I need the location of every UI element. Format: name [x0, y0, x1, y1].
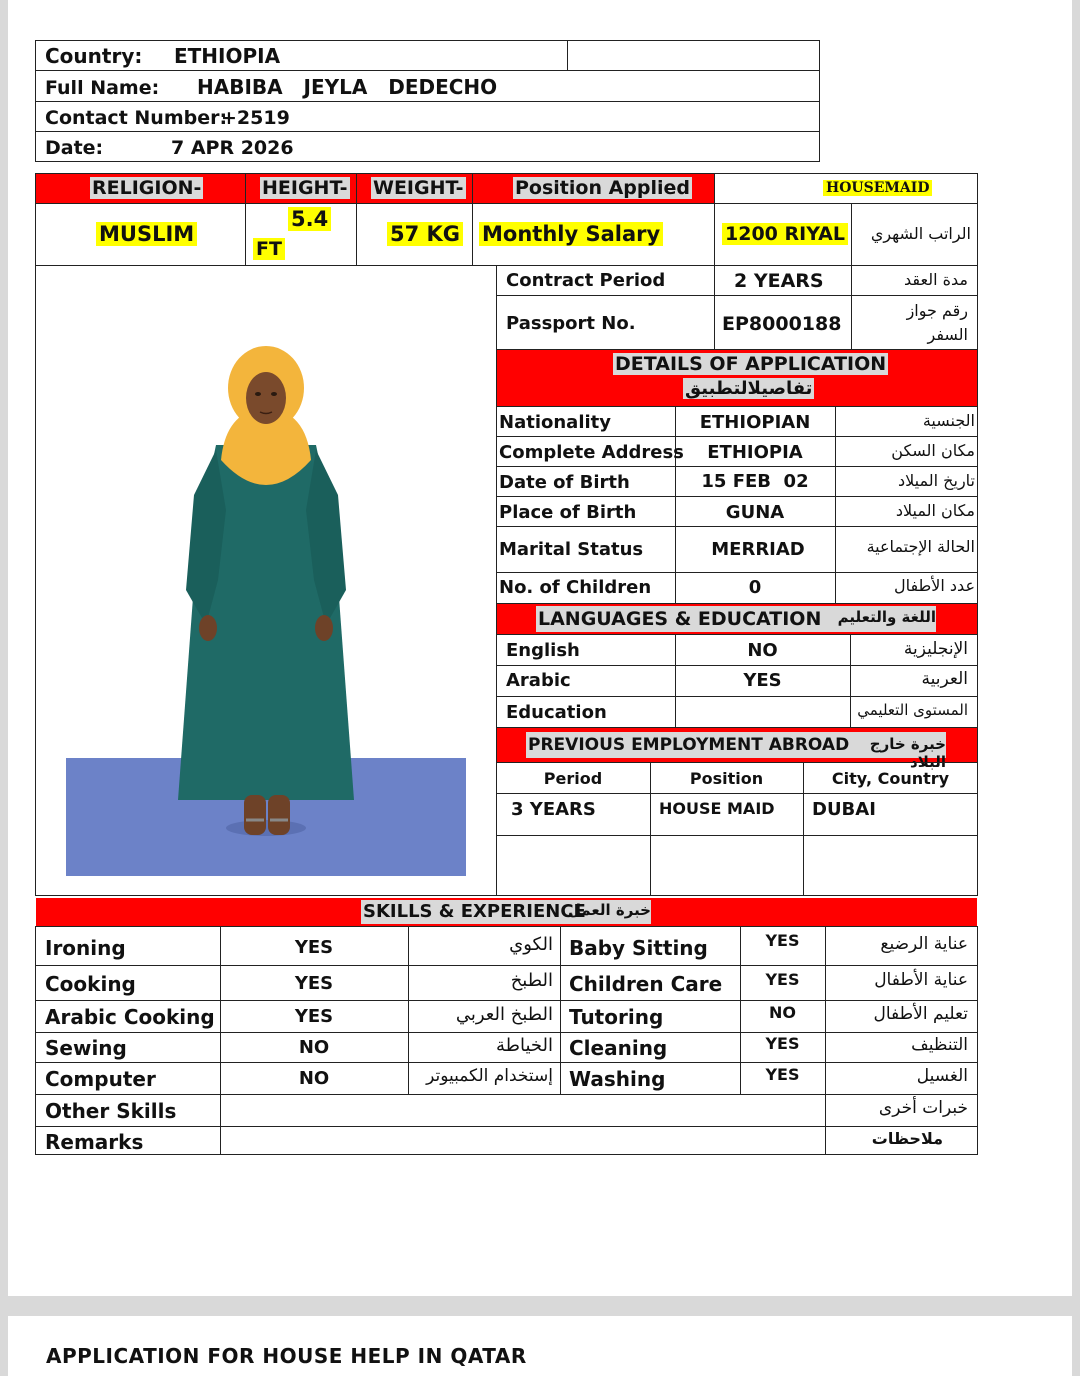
- detail-ar-nationality: الجنسية: [922, 411, 975, 430]
- detail-label-nationality: Nationality: [499, 412, 611, 433]
- application-page: [8, 0, 1072, 1296]
- languages-title: LANGUAGES & EDUCATION: [538, 608, 822, 630]
- details-title-ar: تفاصيلالتطبيق: [685, 378, 813, 399]
- contact-value: +2519: [221, 107, 290, 129]
- languages-title-ar: اللغة والتعليم: [837, 608, 936, 626]
- date-value: 7 APR 2026: [171, 137, 294, 159]
- skill-ar-washing: الغسيل: [916, 1066, 968, 1086]
- skill-label-ironing: Ironing: [45, 936, 126, 960]
- full-body-photo: [66, 280, 466, 876]
- skill-ar-childrencare: عناية الأطفال: [874, 970, 968, 990]
- detail-value-marital: MERRIAD: [711, 539, 805, 560]
- detail-label-marital: Marital Status: [499, 539, 644, 560]
- position-label: Position Applied: [515, 177, 691, 199]
- country-label: Country:: [45, 44, 143, 68]
- skill-value-computer: NO: [298, 1068, 330, 1089]
- skills-title-ar: خبرة العمل: [567, 901, 651, 919]
- employment-period: 3 YEARS: [511, 799, 596, 820]
- skill-label-tutoring: Tutoring: [569, 1005, 664, 1029]
- lang-ar-education: المستوى التعليمي: [857, 701, 968, 719]
- lang-value-arabic: YES: [743, 670, 782, 691]
- skill-value-washing: YES: [765, 1065, 800, 1084]
- contract-period-value: 2 YEARS: [734, 270, 824, 292]
- skill-value-cleaning: YES: [765, 1034, 800, 1053]
- name-label: Full Name:: [45, 77, 160, 99]
- skill-ar-cleaning: التنظيف: [911, 1035, 968, 1055]
- passport-value: EP8000188: [722, 313, 842, 335]
- height-value: 5.4: [288, 207, 331, 231]
- skill-ar-tutoring: تعليم الأطفال: [873, 1004, 968, 1024]
- next-page-title: APPLICATION FOR HOUSE HELP IN QATAR: [46, 1344, 527, 1368]
- detail-value-address: ETHIOPIA: [707, 442, 803, 463]
- skill-label-cooking: Cooking: [45, 972, 136, 996]
- details-title: DETAILS OF APPLICATION: [615, 353, 887, 375]
- employment-col-position: Position: [689, 769, 764, 788]
- height-unit: FT: [253, 238, 285, 260]
- position-value: HOUSEMAID: [823, 180, 932, 196]
- lang-ar-english: الإنجليزية: [903, 639, 968, 659]
- employment-col-city: City, Country: [831, 769, 950, 788]
- detail-ar-address: مكان السكن: [891, 441, 975, 460]
- name-value: HABIBA JEYLA DEDECHO: [197, 75, 498, 99]
- passport-label: Passport No.: [506, 313, 636, 334]
- detail-value-children: 0: [748, 577, 762, 598]
- skill-label-childrencare: Children Care: [569, 972, 723, 996]
- remarks-ar: ملاحظات: [871, 1129, 943, 1148]
- detail-ar-marital: الحالة الإجتماعية: [866, 537, 975, 556]
- employment-col-period: Period: [543, 769, 603, 788]
- skill-value-ironing: YES: [294, 937, 334, 958]
- salary-ar: الراتب الشهري: [870, 224, 971, 243]
- skill-value-sewing: NO: [298, 1037, 330, 1058]
- skill-value-childrencare: YES: [765, 970, 800, 989]
- contract-period-ar: مدة العقد: [904, 270, 968, 289]
- skill-ar-sewing: الخياطة: [496, 1035, 553, 1056]
- lang-ar-arabic: العربية: [921, 669, 968, 689]
- date-label: Date:: [45, 137, 104, 159]
- skill-value-arabiccooking: YES: [294, 1006, 334, 1027]
- detail-value-dob: 15 FEB 02: [701, 471, 809, 492]
- salary-value: 1200 RIYAL: [722, 223, 848, 245]
- lang-label-arabic: Arabic: [506, 670, 571, 691]
- contract-period-label: Contract Period: [506, 270, 666, 291]
- skill-label-arabiccooking: Arabic Cooking: [45, 1005, 215, 1029]
- skill-label-washing: Washing: [569, 1067, 666, 1091]
- detail-label-address: Complete Address: [499, 442, 684, 463]
- lang-label-education: Education: [506, 702, 607, 723]
- passport-ar: رقم جواز السفر: [906, 301, 968, 344]
- next-page: [8, 1316, 1072, 1376]
- religion-label: RELIGION-: [92, 177, 202, 199]
- skill-ar-computer: إستخدام الكمبيوتر: [426, 1066, 553, 1086]
- skill-ar-cooking: الطبخ: [510, 970, 553, 991]
- detail-ar-dob: تاريخ الميلاد: [898, 471, 975, 490]
- detail-label-pob: Place of Birth: [499, 502, 637, 523]
- skill-ar-arabiccooking: الطبخ العربي: [455, 1004, 553, 1025]
- other-skills-label: Other Skills: [45, 1099, 177, 1123]
- employment-city: DUBAI: [812, 799, 876, 820]
- remarks-label: Remarks: [45, 1130, 144, 1154]
- skill-label-sewing: Sewing: [45, 1036, 127, 1060]
- country-value: ETHIOPIA: [174, 44, 281, 68]
- skill-ar-babysitting: عناية الرضيع: [880, 934, 968, 954]
- height-label: HEIGHT-: [262, 177, 348, 199]
- detail-label-children: No. of Children: [499, 577, 652, 598]
- skill-label-babysitting: Baby Sitting: [569, 936, 708, 960]
- skill-ar-ironing: الكوي: [509, 934, 553, 955]
- detail-value-pob: GUNA: [725, 502, 785, 523]
- detail-label-dob: Date of Birth: [499, 472, 630, 493]
- detail-ar-pob: مكان الميلاد: [895, 501, 975, 520]
- weight-value: 57 KG: [387, 222, 463, 246]
- skill-value-tutoring: NO: [769, 1003, 796, 1022]
- detail-ar-children: عدد الأطفال: [893, 576, 975, 595]
- employment-title-ar: خبرة خارج البلاد: [869, 735, 946, 771]
- other-skills-ar: خبرات أخرى: [878, 1098, 968, 1118]
- contact-label: Contact Number:: [45, 107, 228, 129]
- skill-label-computer: Computer: [45, 1067, 156, 1091]
- skill-value-babysitting: YES: [765, 931, 800, 950]
- employment-title: PREVIOUS EMPLOYMENT ABROAD: [528, 735, 850, 755]
- weight-label: WEIGHT-: [373, 177, 464, 199]
- skill-value-cooking: YES: [294, 973, 334, 994]
- skill-label-cleaning: Cleaning: [569, 1036, 668, 1060]
- employment-position: HOUSE MAID: [659, 799, 775, 818]
- religion-value: MUSLIM: [96, 222, 197, 246]
- lang-label-english: English: [506, 640, 580, 661]
- salary-label: Monthly Salary: [479, 222, 663, 246]
- skills-title: SKILLS & EXPERIENCE: [363, 901, 586, 922]
- detail-value-nationality: ETHIOPIAN: [699, 412, 811, 433]
- lang-value-english: NO: [747, 640, 778, 661]
